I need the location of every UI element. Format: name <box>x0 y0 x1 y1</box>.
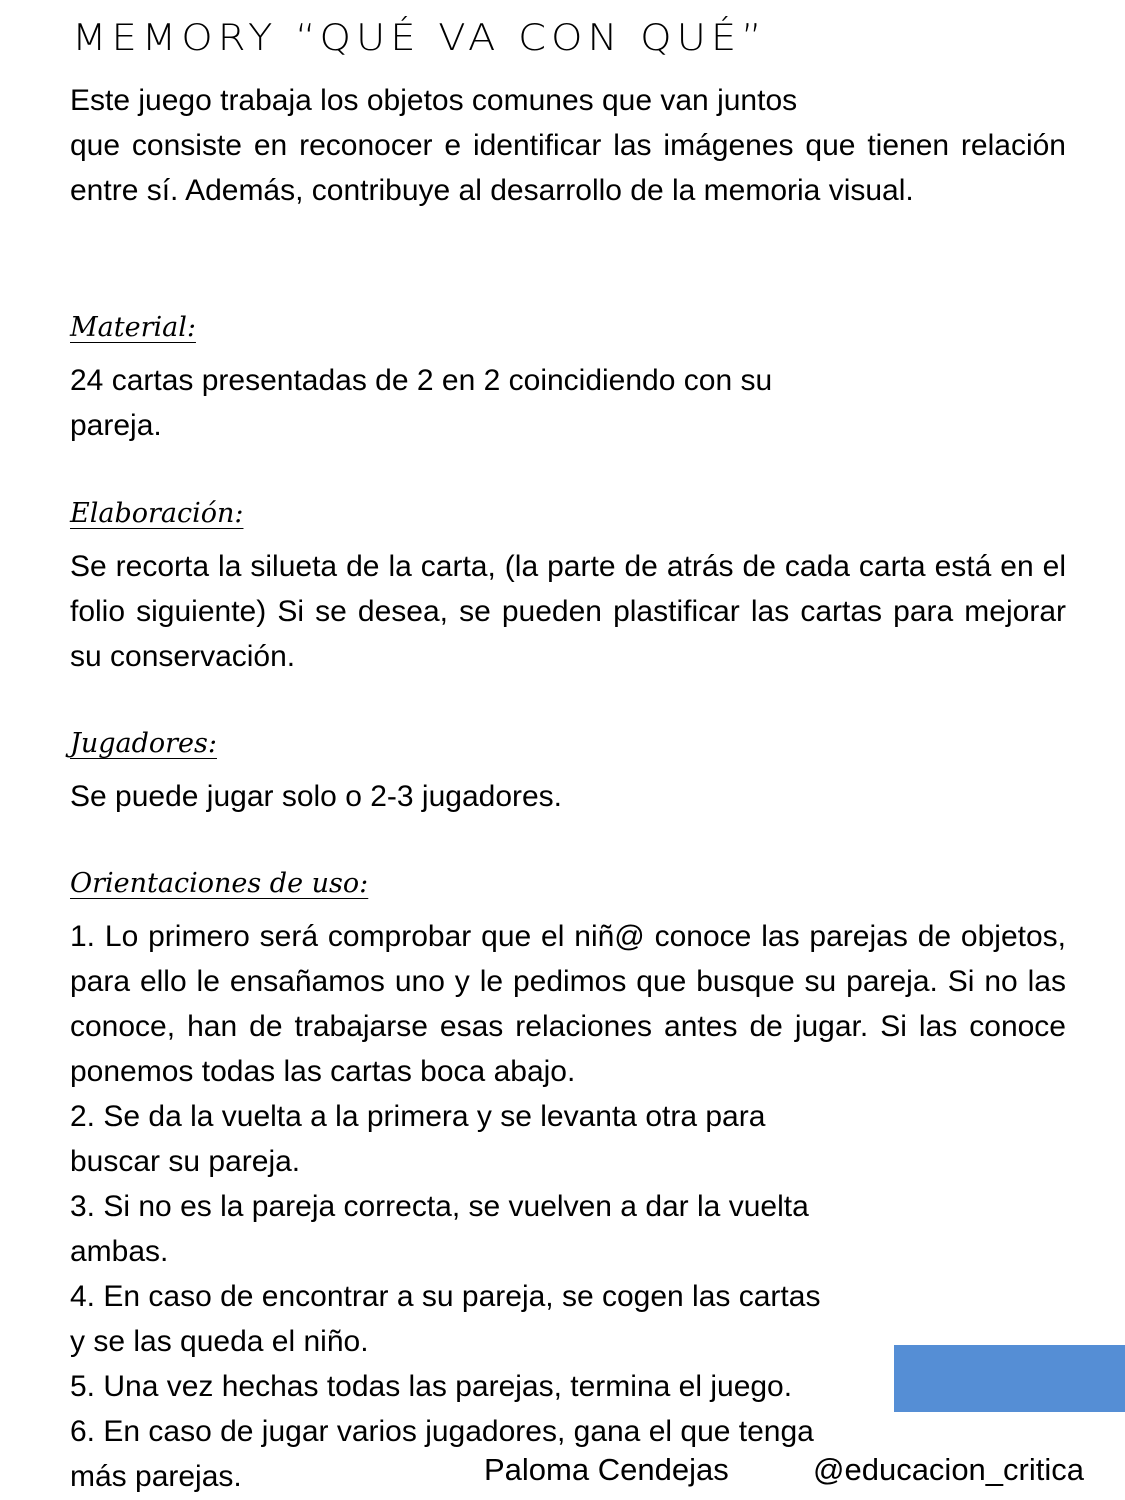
step-3-line-1: 3. Si no es la pareja correcta, se vuelven a dar la vuelta <box>70 1190 809 1223</box>
jugadores-heading: Jugadores: <box>70 728 217 759</box>
elaboracion-heading: Elaboración: <box>70 498 244 529</box>
material-line-2: pareja. <box>70 409 162 442</box>
blue-rectangle <box>894 1345 1125 1412</box>
jugadores-text <box>70 774 1066 819</box>
step-3-line-2: ambas. <box>70 1235 169 1268</box>
intro-first-line: Este juego trabaja los objetos comunes que van juntos <box>70 84 798 117</box>
step-2-line-2: buscar su pareja. <box>70 1145 301 1178</box>
step-6-line-1: 6. En caso de jugar varios jugadores, gana el que tenga <box>70 1415 814 1448</box>
steps-list <box>70 1094 1066 1499</box>
step-5-line: 5. Una vez hechas todas las parejas, termina el juego. <box>70 1370 793 1403</box>
step-4-line-1: 4. En caso de encontrar a su pareja, se cogen las cartas <box>70 1280 821 1313</box>
jugadores-line: Se puede jugar solo o 2-3 jugadores. <box>70 780 563 813</box>
elaboracion-paragraph: Se recorta la silueta de la carta, (la parte de atrás de cada carta está en el folio siguiente) Si se desea, se pueden plastificar las cartas para mejorar su conservación. <box>70 550 1066 673</box>
intro-paragraph: que consiste en reconocer e identificar las imágenes que tienen relación entre sí. Además, contribuye al desarrollo de la memoria visual. <box>70 129 1066 207</box>
intro-line-1 <box>70 78 1066 123</box>
step-1-paragraph: 1. Lo primero será comprobar que el niñ@ conoce las parejas de objetos, para ello le ensañamos uno y le pedimos que busque su pareja. Si no las conoce, han de trabajarse esas relaciones antes de jugar. Si las conoce ponemos todas las cartas boca abajo. <box>70 920 1066 1088</box>
footer-author: Paloma Cendejas <box>484 1452 729 1487</box>
material-line-1: 24 cartas presentadas de 2 en 2 coincidiendo con su <box>70 364 773 397</box>
step-2-line-1: 2. Se da la vuelta a la primera y se levanta otra para <box>70 1100 766 1133</box>
footer-handle: @educacion_critica <box>813 1452 1084 1487</box>
step-6-line-2: más parejas. <box>70 1460 242 1493</box>
step-4-line-2: y se las queda el niño. <box>70 1325 369 1358</box>
orientaciones-heading: Orientaciones de uso: <box>70 868 369 899</box>
material-text <box>70 358 1066 448</box>
document-title: MEMORY “QUÉ VA CON QUÉ” <box>72 16 767 60</box>
material-heading: Material: <box>70 312 196 343</box>
